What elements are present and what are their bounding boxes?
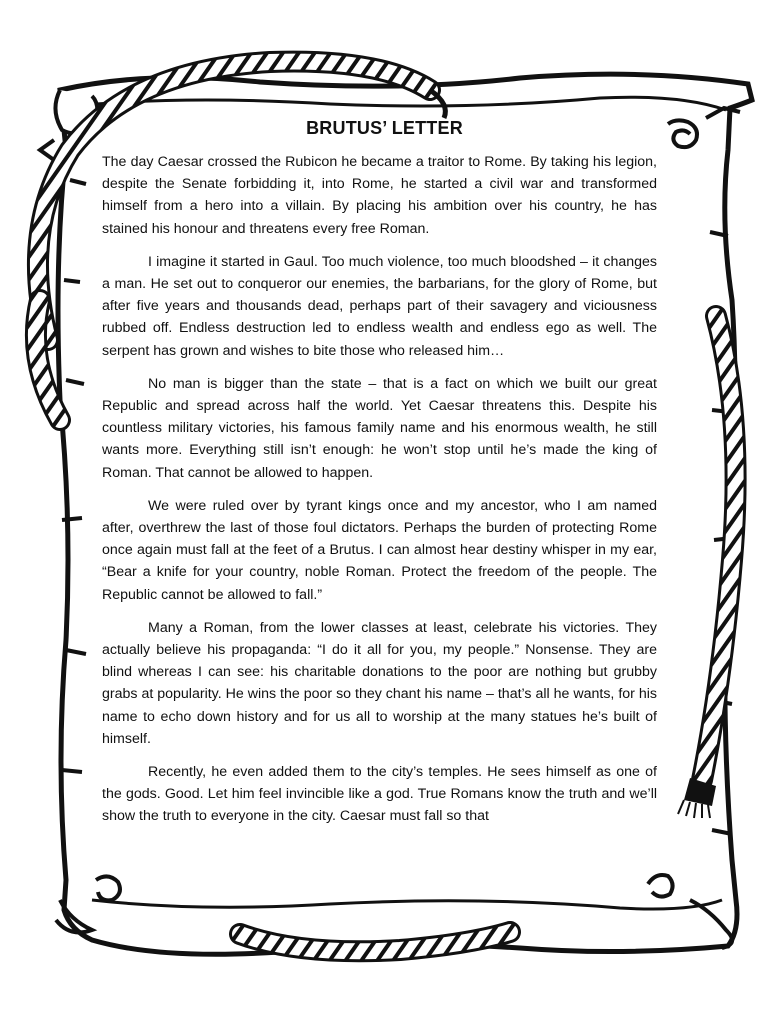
paragraph: I imagine it started in Gaul. Too much violence, too much bloodshed – it changes a man. He set out to conqueror our enemies, the barbarians, for the glory of Rome, but after five years and thousands dead, perhaps part of their savagery and viciousness rubbed off. Endless destruction led to endless wealth and endless ego as well. The serpent has grown and wishes to bite those who released him… [102, 253, 657, 359]
page-title: BRUTUS’ LETTER [306, 118, 463, 138]
letter-body [102, 118, 657, 870]
paragraph: Recently, he even added them to the city’s temples. He sees himself as one of the gods. Good. Let him feel invincible like a god. True Romans know the truth and we’ll show the truth to everyone in the city. Caesar must fall so that [102, 764, 657, 825]
paragraph: Many a Roman, from the lower classes at least, celebrate his victories. They actually believe his propaganda: “I do it all for you, my people.” Nonsense. They are blind whereas I can see: his charitable donations to the poor are nothing but grubby grabs at popularity. He wins the poor so they chant his name – that’s all he wants, for his name to echo down history and for us all to worship at the many statues he’s built of himself. [102, 619, 657, 747]
paragraph: The day Caesar crossed the Rubicon he became a traitor to Rome. By taking his legion, despite the Senate forbidding it, into Rome, he started a civil war and transformed himself from a hero into a villain. By placing his ambition over his country, he has stained his honour and threatens every free Roman. [102, 154, 657, 237]
paragraph: We were ruled over by tyrant kings once and my ancestor, who I am named after, overthrew the last of those foul dictators. Perhaps the burden of protecting Rome once again must fall at the feet of a Brutus. I can almost hear destiny whisper in my ear, “Bear a knife for your country, noble Roman. Protect the freedom of the people. The Republic cannot be allowed to fall.” [102, 497, 657, 603]
paragraph: No man is bigger than the state – that is a fact on which we built our great Republic and spread across half the world. Yet Caesar threatens this. Despite his countless military victories, his famous family name and his enormous wealth, he still wants more. Everything still isn’t enough: he won’t stop until he’s made the king of Roman. That cannot be allowed to happen. [102, 375, 657, 481]
